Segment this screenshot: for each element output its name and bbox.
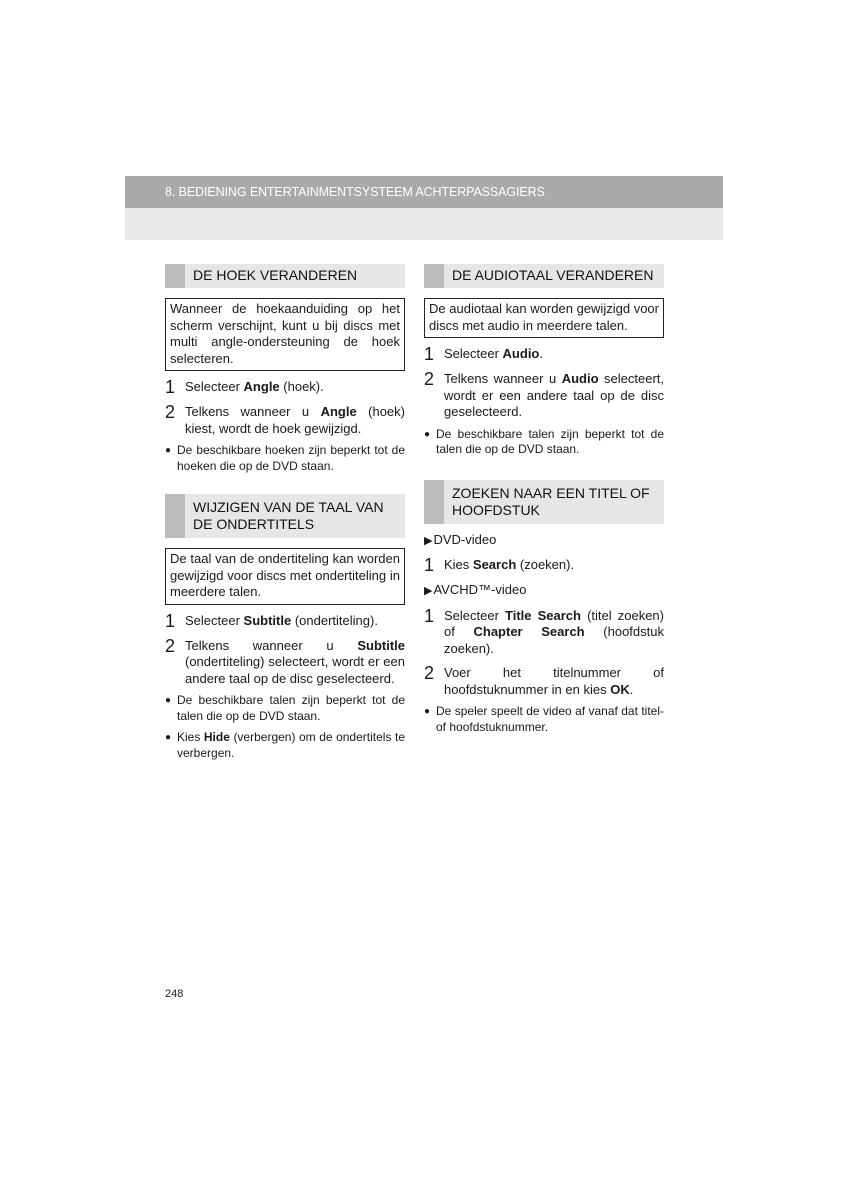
subheading-dvd-video: ▶DVD-video — [424, 531, 497, 547]
step-search-3 — [424, 665, 664, 698]
bullet-dot-icon: ● — [165, 695, 172, 706]
step-number: 1 — [424, 605, 435, 626]
step-angle-2 — [165, 404, 405, 437]
bullet-dot-icon: ● — [165, 732, 172, 743]
bullet-audio-1: ● De beschikbare talen zijn beperkt tot de talen die op de DVD staan. — [424, 426, 664, 456]
section-heading-audio: DE AUDIOTAAL VERANDEREN — [424, 264, 664, 288]
step-number: 1 — [165, 377, 176, 397]
step-text: Telkens wanneer u Angle (hoek) kiest, wordt de hoek gewijzigd. — [185, 404, 405, 436]
step-text: Selecteer Audio. — [444, 346, 543, 361]
step-number: 2 — [165, 635, 176, 656]
step-text: Selecteer Angle (hoek). — [185, 379, 324, 394]
header-band — [125, 176, 723, 240]
note-box-subtitle: De taal van de ondertiteling kan worden gewijzigd voor discs met ondertiteling in meerdere talen. — [165, 548, 405, 605]
step-text: Selecteer Title Search (titel zoeken) of Chapter Search (hoofdstuk zoeken). — [444, 607, 664, 656]
step-audio-2 — [424, 371, 664, 421]
step-text: Kies Search (zoeken). — [444, 557, 575, 572]
step-audio-1 — [424, 346, 664, 363]
bullet-subtitle-1: ● De beschikbare talen zijn beperkt tot de talen die op de DVD staan. — [165, 693, 405, 723]
section-heading-angle: DE HOEK VERANDEREN — [165, 264, 405, 288]
step-number: 2 — [165, 402, 176, 422]
bullet-angle-1: ● De beschikbare hoeken zijn beperkt tot de hoeken die op de DVD staan. — [165, 443, 405, 473]
chapter-header: 8. BEDIENING ENTERTAINMENTSYSTEEM ACHTERPASSAGIERS — [125, 176, 723, 208]
step-number: 1 — [424, 344, 435, 364]
page-number: 248 — [165, 988, 184, 1000]
right-column — [424, 264, 664, 735]
triangle-right-icon: ▶ — [424, 534, 433, 547]
step-number: 1 — [165, 610, 176, 631]
step-text: Telkens wanneer u Audio selecteert, wordt er een andere taal op de disc geselecteerd. — [444, 371, 664, 419]
note-box-audio: De audiotaal kan worden gewijzigd voor discs met audio in meerdere talen. — [424, 298, 664, 338]
step-text: Voer het titelnummer of hoofdstuknummer in en kies OK. — [444, 665, 664, 697]
step-number: 2 — [424, 663, 435, 683]
subheading-avchd-video: ▶AVCHD™-video — [424, 582, 527, 597]
note-box-angle: Wanneer de hoekaanduiding op het scherm verschijnt, kunt u bij discs met multi angle-ondersteuning de hoek selecteren. — [165, 298, 405, 371]
step-angle-1 — [165, 379, 405, 396]
triangle-right-icon: ▶ — [424, 585, 433, 597]
bullet-dot-icon: ● — [165, 445, 172, 456]
bullet-search-1: ● De speler speelt de video af vanaf dat titel- of hoofdstuknummer. — [424, 704, 664, 734]
bullet-dot-icon: ● — [424, 706, 431, 717]
step-text: Selecteer Subtitle (ondertiteling). — [185, 612, 378, 628]
section-heading-search: ZOEKEN NAAR EEN TITEL OF HOOFDSTUK — [424, 480, 664, 524]
bullet-dot-icon: ● — [424, 428, 431, 440]
step-subtitle-1 — [165, 610, 405, 631]
step-text: Telkens wanneer u Subtitle (ondertiteling) selecteert, wordt er een andere taal op de disc geselecteerd. — [185, 637, 405, 686]
step-search-2 — [424, 605, 664, 658]
step-number: 1 — [424, 555, 435, 575]
section-heading-subtitle: WIJZIGEN VAN DE TAAL VAN DE ONDERTITELS — [165, 494, 405, 538]
step-search-1 — [424, 557, 664, 574]
step-subtitle-2 — [165, 635, 405, 688]
left-column — [165, 264, 405, 761]
bullet-subtitle-2: ● Kies Hide (verbergen) om de ondertitels te verbergen. — [165, 730, 405, 760]
step-number: 2 — [424, 369, 435, 389]
